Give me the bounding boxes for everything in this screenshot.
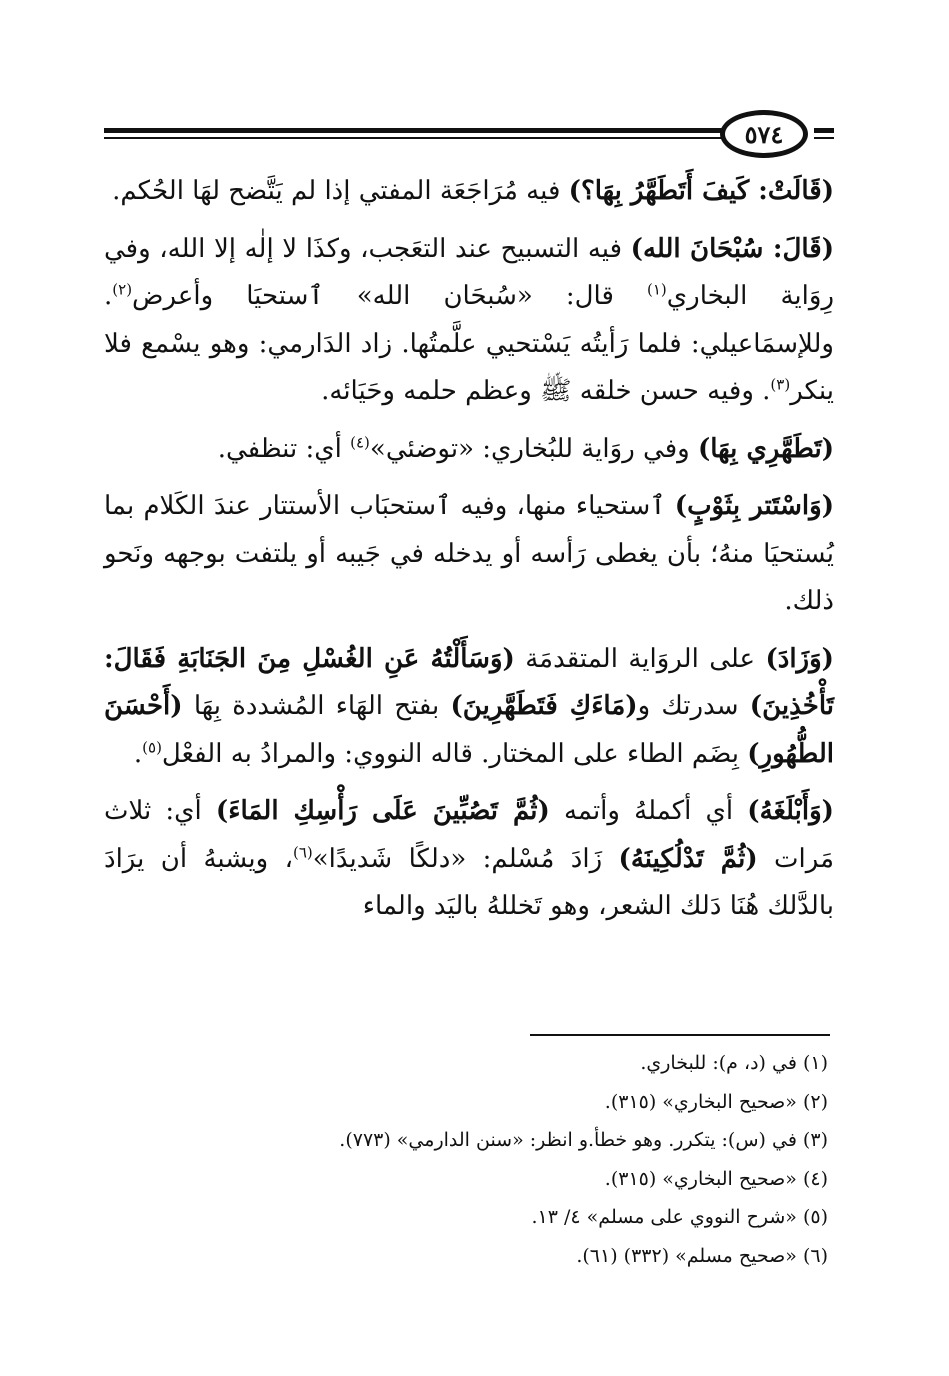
paragraph-text: قال: «سُبحَان الله» ٱستحيَا وأعرض	[132, 281, 647, 311]
quote-lead: (تَطَهَّرِي بِهَا)	[697, 433, 834, 464]
paragraph-6	[104, 788, 834, 931]
footnote-ref[interactable]: (٤)	[350, 432, 370, 451]
paragraph-text: أي: ثلاث مَرات	[104, 796, 834, 874]
paragraph-text: بفتح الهَاء المُشددة بِهَا	[182, 691, 451, 721]
quote-lead: (مَاءَكِ فَتَطَهَّرِينَ)	[450, 691, 638, 721]
footnote-ref[interactable]: (١)	[647, 280, 667, 299]
paragraph-text: .	[133, 738, 143, 769]
paragraph-text: ، ويشبهُ أن يرَادَ بالدَّلك هُنَا دَلك الشعر، وهو تَخللهُ باليَد والماء	[104, 843, 834, 921]
quote-lead: (ثُمَّ تَدْلُكِينَهُ)	[618, 843, 758, 874]
paragraph-2	[104, 226, 834, 416]
header-rule-right-thick	[814, 128, 834, 133]
footnote-ref[interactable]: (٢)	[112, 280, 133, 299]
paragraph-text: بِضَم الطاء على المختار. قاله النووي: والمرادُ به الفعْل	[161, 738, 748, 769]
header-rule-right-thin	[814, 137, 834, 139]
footnote-5: (٥) «شرح النووي على مسلم» ٤/ ١٣.	[531, 1206, 828, 1228]
paragraph-text: زَادَ مُسْلم: «دلكًا شَديدًا»	[312, 843, 619, 874]
quote-lead: (قَالَتْ: كَيفَ أَتَطَهَّرُ بِهَا؟)	[568, 176, 834, 206]
header-rule-thick	[104, 128, 724, 133]
footnote-separator	[530, 1034, 830, 1036]
page-number: ٥٧٤	[720, 110, 808, 158]
quote-lead: (أَحْسَنَ الطُّهُورِ)	[104, 691, 834, 769]
footnote-ref[interactable]: (٦)	[292, 842, 313, 861]
footnote-2: (٢) «صحيح البخاري» (٣١٥).	[604, 1090, 828, 1113]
paragraph-1	[104, 168, 834, 216]
paragraph-4	[104, 483, 834, 626]
quote-lead: (وَاسْتَتر بِثَوْبٍ)	[674, 491, 835, 521]
footnote-1: (١) في (د، م): للبخاري.	[640, 1052, 828, 1074]
footnote-6: (٦) «صحيح مسلم» (٣٣٢) (٦١).	[576, 1244, 828, 1267]
paragraph-text: أي أكملهُ وأتمه	[549, 796, 748, 826]
paragraph-text: أي: تنظفي.	[217, 433, 351, 464]
quote-lead: (وَأَبْلَغَهُ)	[747, 796, 834, 826]
quote-lead: (وَسَأَلْتُهُ عَنِ الغُسْلِ مِنَ الجَنَابَةِ فَقَالَ: تَأْخُذِينَ)	[104, 643, 834, 721]
paragraph-text: فيه مُرَاجَعَة المفتي إذا لم يَتَّضح لهَا الحُكم.	[112, 176, 569, 206]
header-rule-thin	[104, 137, 724, 139]
quote-lead: (وَزَادَ)	[765, 643, 834, 674]
paragraph-text: . وللإسمَاعيلي: فلما رَأيتُه يَسْتحيي علَّمتُها. زاد الدَارمي: وهو يسْمع فلا ينكر	[104, 281, 834, 406]
quote-lead: (قَالَ: سُبْحَانَ الله)	[630, 233, 834, 264]
paragraph-text: فيه التسبيح عند التعَجب، وكذَا لا إلٰه إلا الله، وفي رِوَاية البخاري	[104, 233, 834, 311]
paragraph-text: على الروَاية المتقدمَة	[514, 643, 766, 674]
footnote-ref[interactable]: (٣)	[770, 375, 791, 394]
paragraph-text: وفي روَاية للبُخاري: «توضئي»	[369, 433, 698, 464]
paragraph-5	[104, 636, 834, 779]
paragraph-text: سدرتك و	[637, 691, 750, 721]
main-text	[104, 168, 834, 941]
paragraph-text: ٱستحياء منها، وفيه ٱستحبَاب الأستتار عندَ الكَلام بما يُستحيَا منهُ؛ بأن يغطى رَأسه أو يدخله في جَيبه أو يلتفت بوجهه ونَحو ذلك.	[104, 491, 834, 616]
footnotes	[104, 1044, 834, 1275]
quote-lead: (ثُمَّ تَصُبِّينَ عَلَى رَأْسِكِ المَاءَ)	[215, 796, 550, 826]
paragraph-3	[104, 426, 834, 474]
footnote-ref[interactable]: (٥)	[142, 737, 162, 756]
paragraph-text: . وفيه حسن خلقه ﷺ وعظم حلمه وحَيَائه.	[321, 376, 771, 406]
footnote-3: (٣) في (س): يتكرر. وهو خطأ.و انظر: «سنن الدارمي» (٧٧٣).	[339, 1129, 828, 1151]
page-header	[104, 110, 834, 158]
footnote-4: (٤) «صحيح البخاري» (٣١٥).	[604, 1167, 828, 1190]
